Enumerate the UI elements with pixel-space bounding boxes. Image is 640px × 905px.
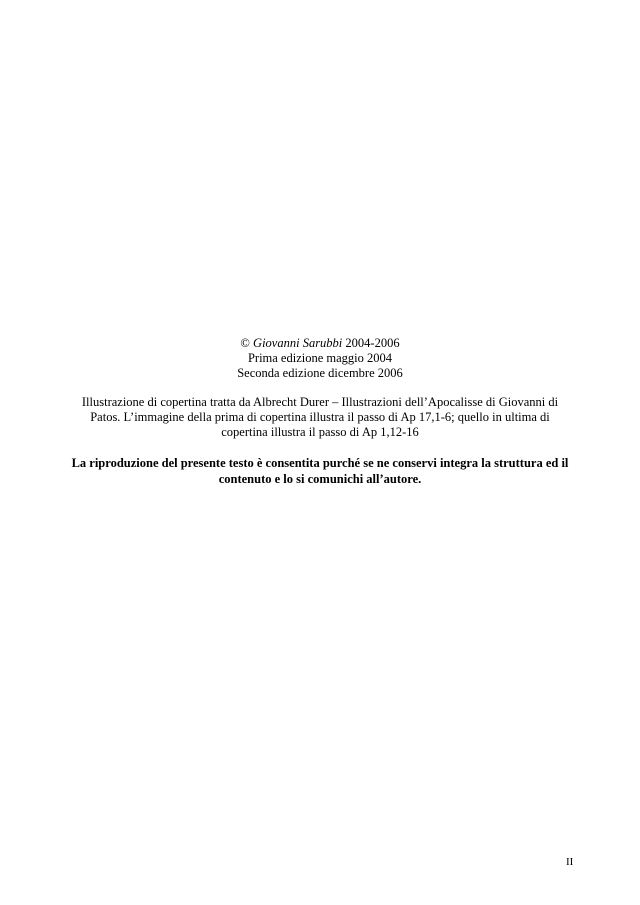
- rights-line: contenuto e lo si comunichi all’autore.: [218, 472, 422, 486]
- copyright-block: [0, 336, 640, 381]
- copyright-symbol: ©: [240, 336, 250, 350]
- illustration-line: Patos. L’immagine della prima di copertina illustra il passo di Ap 17,1-6; quello in ultima di: [90, 410, 550, 424]
- author-name: Giovanni Sarubbi: [253, 336, 343, 350]
- illustration-line: copertina illustra il passo di Ap 1,12-16: [221, 425, 419, 439]
- illustration-line: Illustrazione di copertina tratta da Albrecht Durer – Illustrazioni dell’Apocalisse di Giovanni di: [81, 395, 559, 409]
- page-number: II: [566, 856, 574, 868]
- rights-line: La riproduzione del presente testo è consentita purché se ne conservi integra la struttura ed il: [71, 456, 569, 470]
- first-edition: Prima edizione maggio 2004: [247, 351, 393, 365]
- rights-notice: [50, 455, 590, 487]
- second-edition: Seconda edizione dicembre 2006: [237, 366, 403, 380]
- illustration-credit: [58, 395, 582, 440]
- copyright-line: [0, 336, 640, 351]
- copyright-years: 2004-2006: [345, 336, 400, 350]
